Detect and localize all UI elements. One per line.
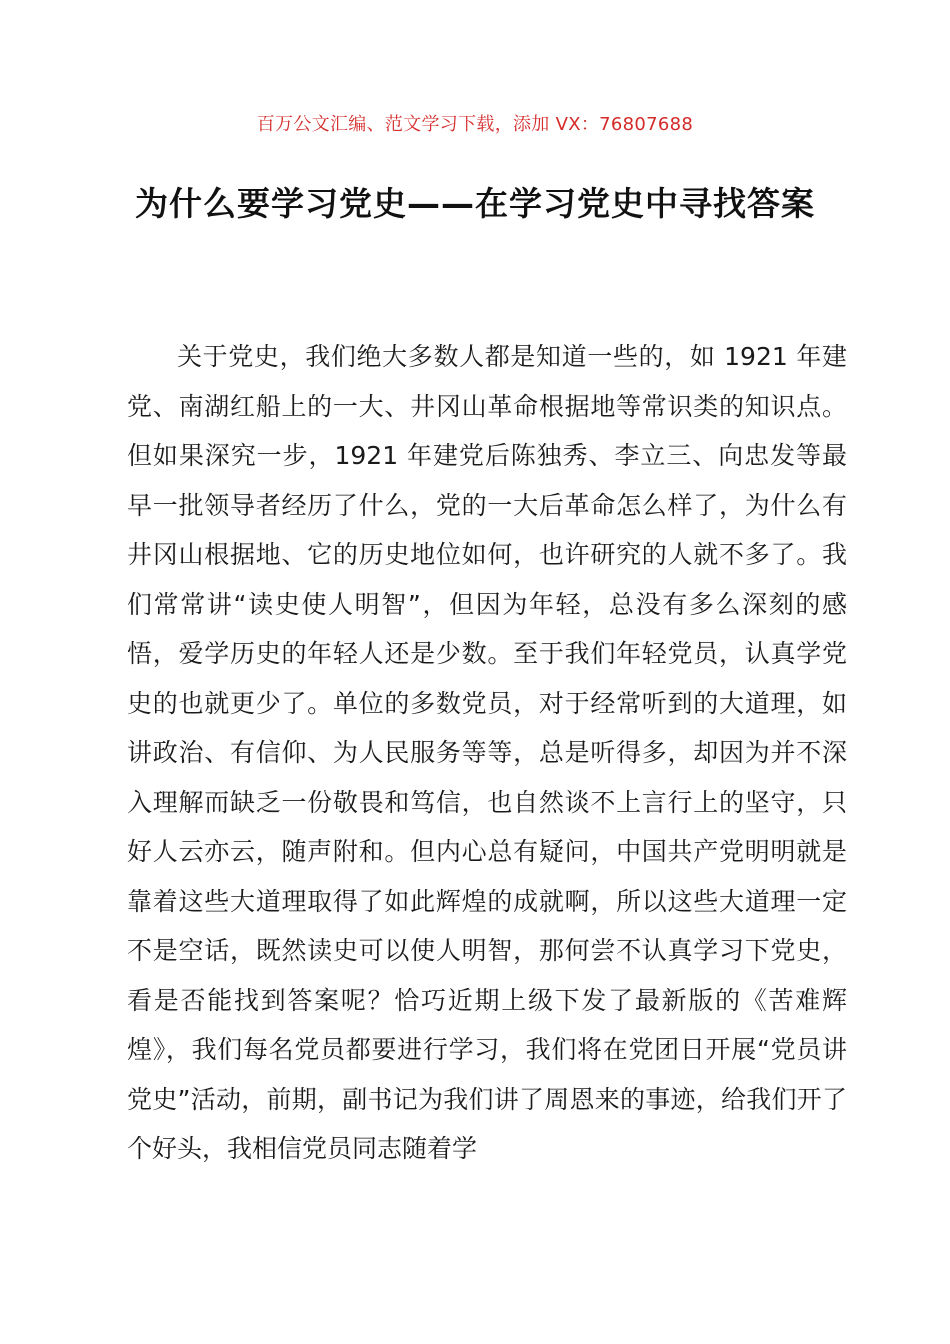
document-title: 为什么要学习党史——在学习党史中寻找答案 (135, 184, 815, 223)
body-paragraph: 关于党史，我们绝大多数人都是知道一些的，如 1921 年建党、南湖红船上的一大、井冈山革命根据地等常识类的知识点。但如果深究一步，1921 年建党后陈独秀、李立三、向忠发等最早一批领导者经历了什么，党的一大后革命怎么样了，为什么有井冈山根据地、它的历史地位如何，也许研究的人就不多了。我们常常讲“读史使人明智”，但因为年轻，总没有多么深刻的感悟，爱学历史的年轻人还是少数。至于我们年轻党员，认真学党史的也就更少了。单位的多数党员，对于经常听到的大道理，如讲政治、有信仰、为人民服务等等，总是听得多，却因为并不深入理解而缺乏一份敬畏和笃信，也自然谈不上言行上的坚守，只好人云亦云，随声附和。但内心总有疑问，中国共产党明明就是靠着这些大道理取得了如此辉煌的成就啊，所以这些大道理一定不是空话，既然读史可以使人明智，那何尝不认真学习下党史，看是否能找到答案呢？恰巧近期上级下发了最新版的《苦难辉煌》，我们每名党员都要进行学习，我们将在党团日开展“党员讲党史”活动，前期，副书记为我们讲了周恩来的事迹，给我们开了个好头，我相信党员同志随着学 (127, 342, 847, 1163)
header-note: 百万公文汇编、范文学习下载，添加 VX：76807688 (256, 114, 694, 135)
